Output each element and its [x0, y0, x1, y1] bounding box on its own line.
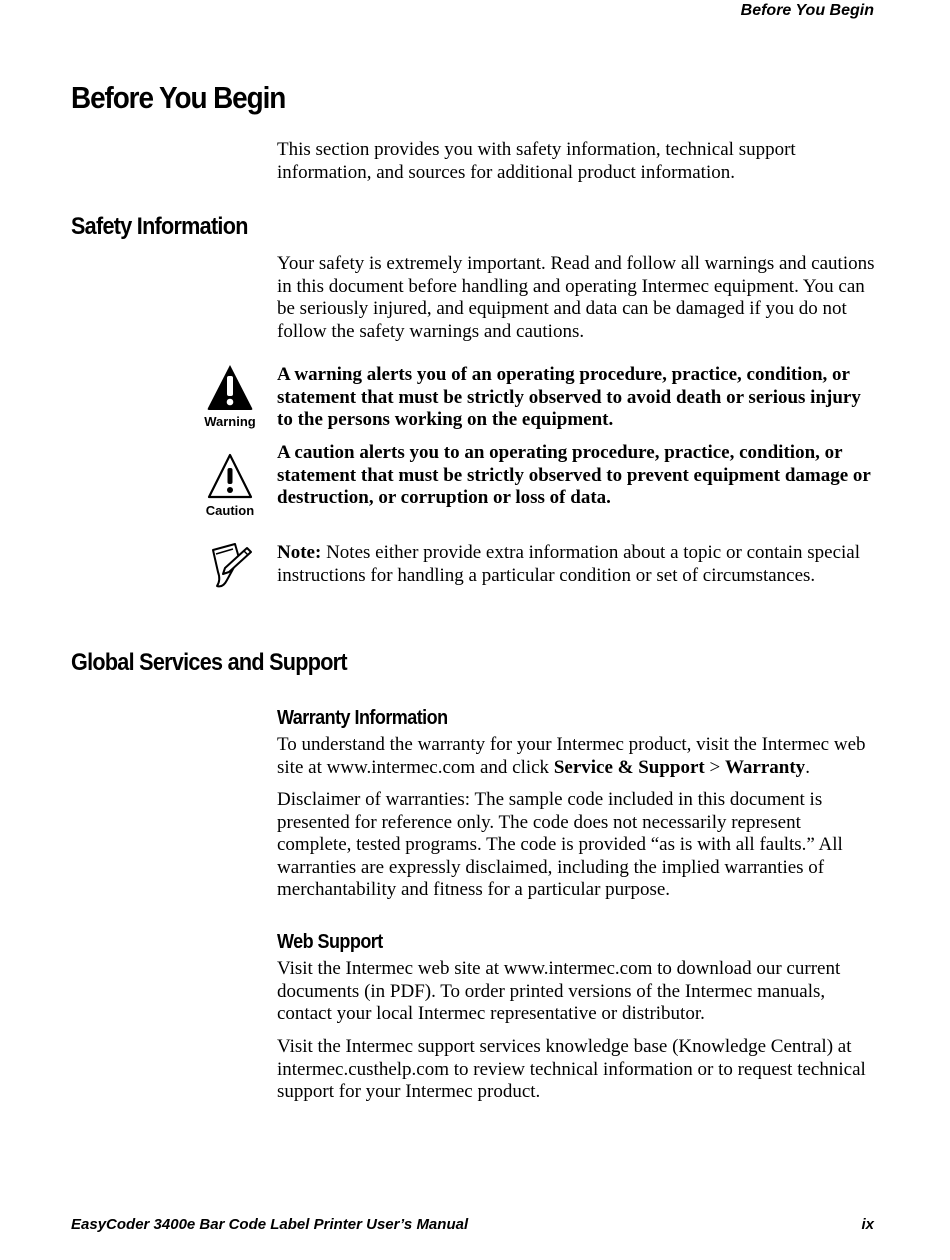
warranty-heading: Warranty Information	[277, 707, 448, 729]
page-title: Before You Begin	[71, 80, 286, 115]
running-header: Before You Begin	[740, 2, 874, 19]
warranty-paragraph-1	[277, 734, 877, 779]
note-label: Note:	[277, 542, 322, 563]
note-paragraph	[277, 542, 877, 587]
warning-caption: Warning	[204, 414, 256, 429]
warranty-paragraph-2: Disclaimer of warranties: The sample code included in this document is presented for reference only. The code does not necessarily represent complete, tested programs. The code is provided “as is with all faults.” All warranties are expressly disclaimed, including the implied warranties of merchantability and fitness for a particular purpose.	[277, 789, 843, 900]
caution-caption: Caution	[205, 503, 255, 518]
safety-paragraph: Your safety is extremely important. Read and follow all warnings and cautions in this document before handling and operating Intermec equipment. You can be seriously injured, and equipment and data can be damaged if you do not follow the safety warnings and cautions.	[277, 253, 875, 342]
web-support-paragraph-2: Visit the Intermec support services knowledge base (Knowledge Central) at intermec.custhelp.com to review technical information or to request technical support for your Intermec product.	[277, 1036, 866, 1102]
warranty-text: To understand the warranty for your Intermec product, visit the Intermec web site at www.intermec.com and click	[277, 734, 866, 778]
safety-heading: Safety Information	[71, 213, 248, 240]
web-support-paragraph-1: Visit the Intermec web site at www.intermec.com to download our current documents (in PDF). To order printed versions of the Intermec manuals, contact your local Intermec representative or distributor.	[277, 958, 841, 1024]
period: .	[805, 756, 810, 778]
separator: >	[704, 756, 725, 778]
caution-triangle-icon	[205, 451, 255, 501]
service-support-link: Service & Support	[553, 756, 705, 778]
warning-icon-block	[200, 362, 260, 429]
note-icon-block	[200, 540, 260, 592]
note-text: Notes either provide extra information about a topic or contain special instructions for handling a particular condition or set of circumstances.	[277, 542, 860, 586]
intro-paragraph: This section provides you with safety information, technical support information, and sources for additional product information.	[277, 139, 796, 183]
caution-icon-block	[200, 451, 260, 518]
footer-title: EasyCoder 3400e Bar Code Label Printer User’s Manual	[71, 1216, 469, 1233]
warning-text: A warning alerts you of an operating procedure, practice, condition, or statement that must be strictly observed to avoid death or serious injury to the persons working on the equipment.	[277, 364, 861, 430]
note-pencil-icon	[205, 540, 255, 592]
warranty-link: Warranty	[724, 756, 806, 778]
caution-text: A caution alerts you to an operating procedure, practice, condition, or statement that must be strictly observed to prevent equipment damage or destruction, or corruption or loss of data.	[277, 442, 871, 508]
web-support-heading: Web Support	[277, 931, 383, 953]
global-services-heading: Global Services and Support	[71, 649, 347, 676]
warning-triangle-icon	[205, 362, 255, 412]
footer-page-number: ix	[861, 1216, 874, 1233]
